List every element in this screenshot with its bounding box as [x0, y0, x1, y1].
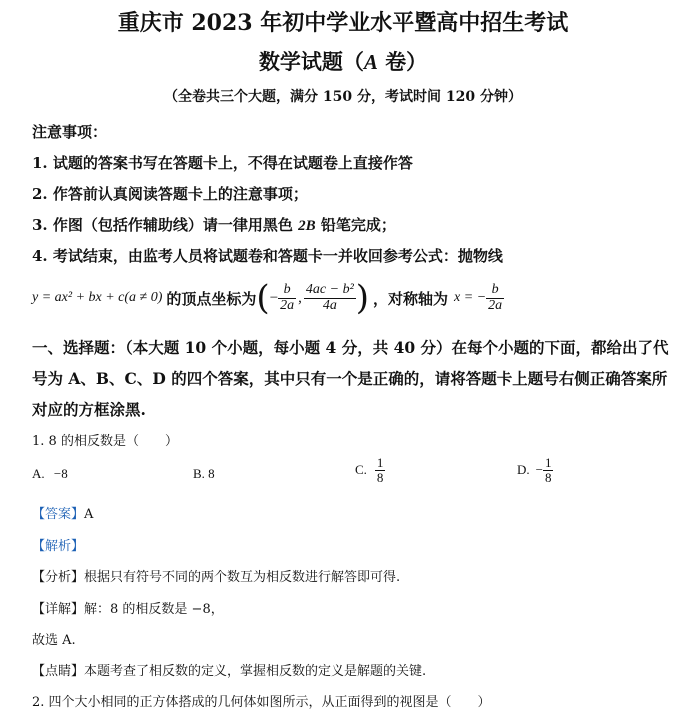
option-c-den: 8 — [376, 469, 384, 485]
subtitle-end: 卷） — [377, 49, 428, 74]
dianjing-text: 本题考查了相反数的定义，掌握相反数的定义是解题的关键. — [84, 664, 427, 679]
parabola-formula: y = ax² + bx + c(a ≠ 0) — [32, 290, 163, 305]
axis-den: 2a — [488, 297, 503, 313]
xiangjie-text: 解：8 的相反数是 −8， — [84, 602, 224, 617]
dianjing-tag: 【点睛】 — [32, 664, 85, 679]
option-c-label: C. — [355, 462, 367, 478]
option-d-sign: − — [535, 462, 543, 478]
axis-num: b — [486, 283, 504, 299]
answer-tag: 【答案】 — [32, 507, 85, 522]
option-d-label: D. — [517, 462, 530, 478]
vertex-x-num: b — [278, 283, 296, 299]
note-item-4: 4. 考试结束，由监考人员将试题卷和答题卡一并收回参考公式：抛物线 — [32, 247, 503, 265]
fenxi-text: 根据只有符号不同的两个数互为相反数进行解答即可得. — [84, 570, 401, 585]
answer-value: A — [84, 507, 94, 522]
q1-dianjing — [32, 660, 426, 679]
vertex-x-fraction — [278, 283, 296, 313]
vertex-label: 的顶点坐标为 — [166, 289, 257, 308]
right-paren: ) — [355, 278, 370, 318]
option-a-value: −8 — [53, 466, 68, 481]
q1-stem: 1. 8 的相反数是（ ） — [32, 434, 178, 449]
left-paren: ( — [256, 278, 270, 318]
option-d-den: 8 — [544, 469, 552, 485]
exam-subtitle — [0, 46, 686, 76]
minus-sign: − — [269, 289, 279, 306]
option-c-fraction — [375, 456, 386, 484]
xiangjie-tag: 【详解】 — [32, 602, 85, 617]
note-item-3-end: 铅笔完成； — [315, 216, 396, 234]
q2-stem: 2. 四个大小相同的正方体搭成的几何体如图所示，从正面得到的视图是（ ） — [32, 695, 491, 710]
exam-note: （全卷共三个大题，满分 150 分，考试时间 120 分钟） — [164, 89, 522, 105]
note-item-3 — [32, 214, 396, 235]
note-item-3-text: 3. 作图（包括作辅助线）请一律用黑色 — [32, 216, 299, 234]
section1-line3: 对应的方框涂黑. — [32, 400, 146, 419]
note-item-3-2b: 2B — [298, 218, 316, 234]
exam-title: 重庆市 2023 年初中学业水平暨高中招生考试 — [117, 10, 569, 36]
q1-fenxi — [32, 566, 400, 585]
vertex-y-fraction — [304, 283, 356, 313]
q1-xiangjie — [32, 598, 224, 617]
subtitle-text: 数学试题（ — [258, 49, 364, 74]
subtitle-a: A — [363, 50, 378, 74]
axis-fraction — [486, 283, 504, 313]
axis-formula: x = − — [454, 290, 487, 305]
comma: , — [298, 289, 302, 306]
option-a-label: A. — [32, 466, 45, 481]
q1-conclusion: 故选 A. — [32, 633, 76, 648]
q1-option-b: B. 8 — [193, 466, 215, 481]
option-c-num: 1 — [376, 455, 384, 470]
note-item-2: 2. 作答前认真阅读答题卡上的注意事项； — [32, 185, 308, 203]
section1-line2: 号为 A、B、C、D 的四个答案，其中只有一个是正确的，请将答题卡上题号右侧正确答案所 — [32, 369, 668, 388]
vertex-y-num: 4ac − b² — [305, 281, 354, 297]
axis-label: ，对称轴为 — [373, 289, 449, 308]
q1-option-d — [517, 456, 553, 484]
q1-option-c — [355, 456, 385, 484]
vertex-x-den: 2a — [280, 297, 295, 313]
q1-answer — [32, 503, 93, 522]
note-item-1: 1. 试题的答案书写在答题卡上，不得在试题卷上直接作答 — [32, 154, 413, 172]
notes-heading: 注意事项： — [32, 123, 108, 141]
option-d-num: 1 — [544, 455, 552, 470]
option-d-fraction — [543, 456, 554, 484]
vertex-y-den: 4a — [322, 297, 337, 313]
q1-option-a — [32, 466, 68, 482]
section1-line1: 一、选择题：（本大题 10 个小题，每小题 4 分，共 40 分）在每个小题的下面，都给出了代 — [32, 338, 669, 357]
q1-analysis-tag: 【解析】 — [32, 539, 85, 554]
formula-line — [32, 270, 504, 326]
fenxi-tag: 【分析】 — [32, 570, 85, 585]
